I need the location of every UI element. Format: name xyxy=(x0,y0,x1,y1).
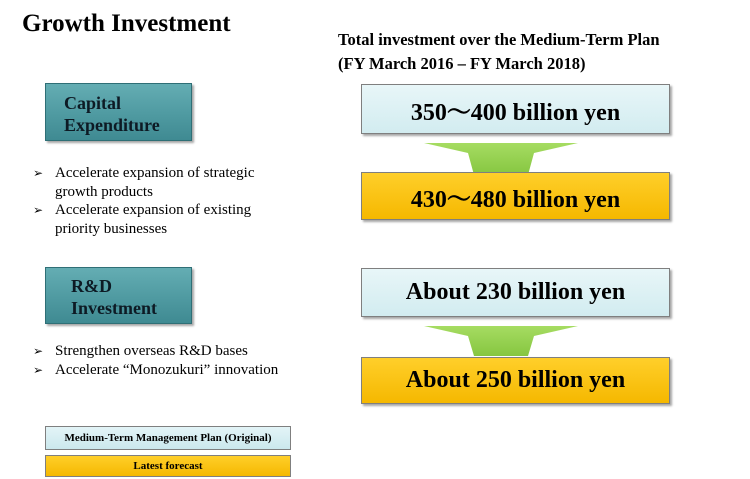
capex-bullet-2-line2: priority businesses xyxy=(55,220,168,237)
rnd-original-value: About 230 billion yen xyxy=(405,279,626,305)
rnd-label-box xyxy=(45,267,192,324)
list-item xyxy=(30,164,330,201)
plan-heading xyxy=(338,28,660,76)
rnd-bullet-2-line1: ➢ Accelerate “Monozukuri” innovation xyxy=(55,361,279,378)
capex-original-value: 350〜400 billion yen xyxy=(410,99,621,126)
down-arrow-icon xyxy=(424,326,578,356)
capex-forecast-value: 430〜480 billion yen xyxy=(410,186,621,213)
legend-original xyxy=(45,426,291,450)
list-item xyxy=(30,201,330,238)
rnd-bullet-1-line1: ➢ Strengthen overseas R&D bases xyxy=(55,343,248,359)
capex-original-value-box xyxy=(361,84,670,134)
capex-label-box xyxy=(45,83,192,141)
list-item xyxy=(30,342,330,361)
legend-forecast xyxy=(45,455,291,477)
capex-bullet-1-line2: growth products xyxy=(55,183,153,200)
plan-heading-line2: (FY March 2016 – FY March 2018) xyxy=(338,54,586,73)
rnd-bullet-list xyxy=(30,342,330,379)
down-arrow-icon xyxy=(424,143,578,175)
capex-label-line1: Capital xyxy=(64,93,122,113)
rnd-label-line2: Investment xyxy=(71,298,157,318)
capex-label-line2: Expenditure xyxy=(64,115,160,135)
rnd-label-line1: R&D xyxy=(71,276,112,296)
legend-original-label: Medium-Term Management Plan (Original) xyxy=(64,432,272,444)
capex-forecast-value-box xyxy=(361,172,670,220)
capex-bullet-list xyxy=(30,164,330,238)
rnd-forecast-value: About 250 billion yen xyxy=(405,367,626,393)
capex-bullet-2-line1: ➢ Accelerate expansion of existing xyxy=(55,202,252,218)
rnd-original-value-box xyxy=(361,268,670,317)
plan-heading-line1: Total investment over the Medium-Term Plan xyxy=(338,30,660,49)
rnd-forecast-value-box xyxy=(361,357,670,404)
legend-forecast-label: Latest forecast xyxy=(133,460,203,472)
list-item xyxy=(30,361,330,380)
capex-bullet-1-line1: ➢ Accelerate expansion of strategic xyxy=(55,165,255,181)
page-title: Growth Investment xyxy=(22,10,231,37)
